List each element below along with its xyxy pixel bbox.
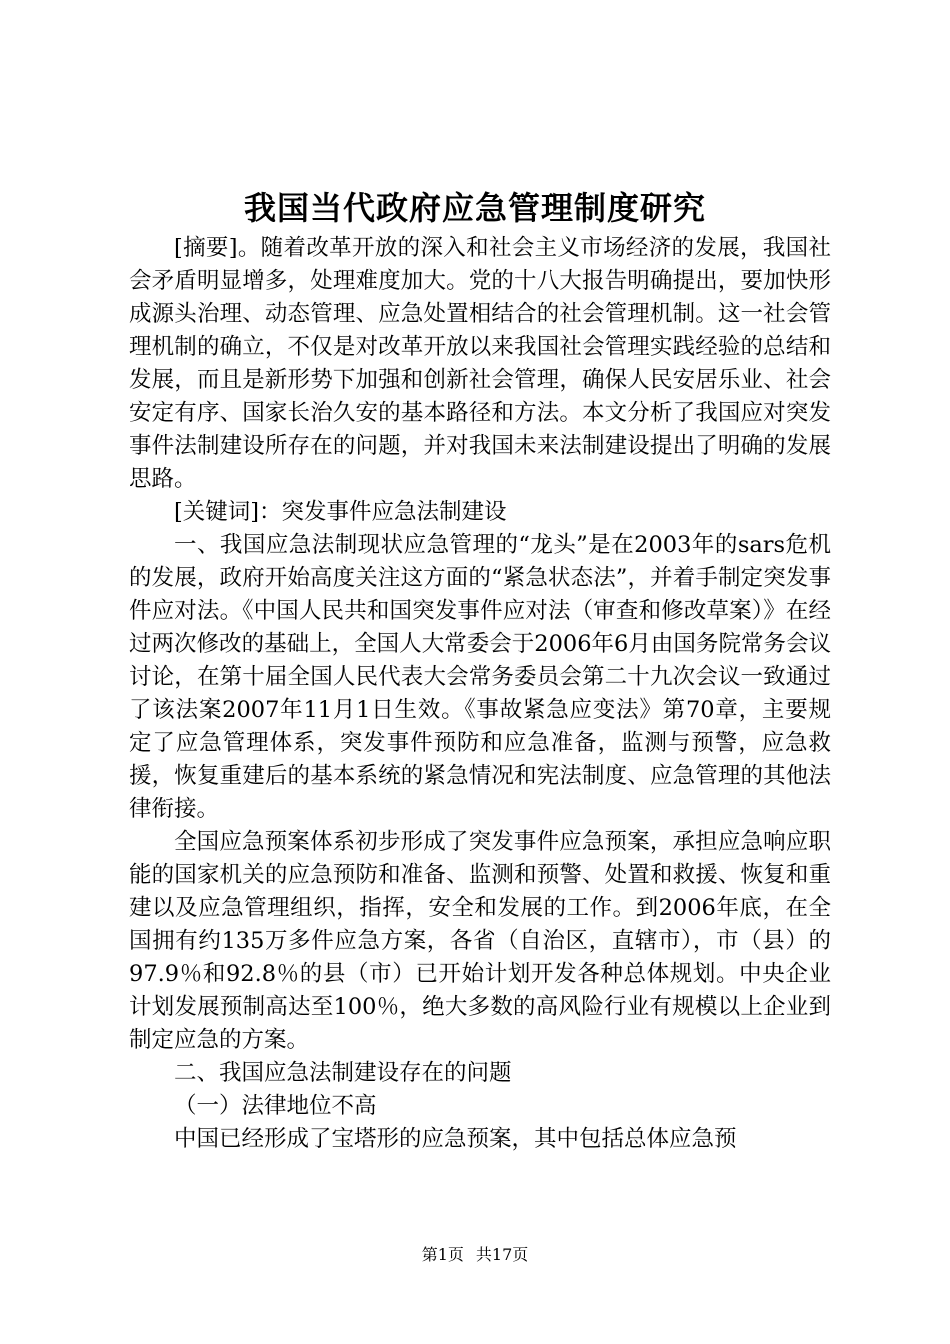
- document-title: 我国当代政府应急管理制度研究: [243, 189, 706, 227]
- page-number: 第1页: [421, 1245, 464, 1264]
- abstract-paragraph: [摘要]。随着改革开放的深入和社会主义市场经济的发展，我国社会矛盾明显增多，处理难度加大。党的十八大报告明确提出，要加快形成源头治理、动态管理、应急处置相结合的社会管理机制。这一社会管理机制的确立，不仅是对改革开放以来我国社会管理实践经验的总结和发展，而且是新形势下加强和创新社会管理，确保人民安居乐业、社会安定有序、国家长治久安的基本路径和方法。本文分析了我国应对突发事件法制建设所存在的问题，并对我国未来法制建设提出了明确的发展思路。: [129, 235, 831, 492]
- subsection-heading: （一）法律地位不高: [174, 1093, 377, 1119]
- page-footer: [0, 1243, 950, 1267]
- emergency-plan-paragraph: 全国应急预案体系初步形成了突发事件应急预案，承担应急响应职能的国家机关的应急预防和准备、监测和预警、处置和救援、恢复和重建以及应急管理组织，指挥，安全和发展的工作。到2006年底，在全国拥有约135万多件应急方案，各省（自治区，直辖市），市（县）的97.9％和92.8％的县（市）已开始计划开发各种总体规划。中央企业计划发展预制高达至100％，绝大多数的高风险行业有规模以上企业到制定应急的方案。: [129, 829, 831, 1053]
- section-two-heading: 二、我国应急法制建设存在的问题: [174, 1060, 512, 1086]
- section-one-paragraph: 一、我国应急法制现状应急管理的“龙头”是在2003年的sars危机的发展，政府开始高度关注这方面的“紧急状态法”，并着手制定突发事件应对法。《中国人民共和国突发事件应对法（审查和修改草案）》在经过两次修改的基础上，全国人大常委会于2006年6月由国务院常务会议讨论，在第十届全国人民代表大会常务委员会第二十九次会议一致通过了该法案2007年11月1日生效。《事故紧急应变法》第70章，主要规定了应急管理体系，突发事件预防和应急准备，监测与预警，应急救援，恢复重建后的基本系统的紧急情况和宪法制度、应急管理的其他法律衔接。: [129, 532, 831, 822]
- body-paragraph: 中国已经形成了宝塔形的应急预案，其中包括总体应急预: [174, 1126, 737, 1152]
- keywords-paragraph: [关键词]：突发事件应急法制建设: [174, 499, 507, 525]
- total-pages: 共17页: [475, 1245, 529, 1264]
- document-body: [129, 232, 831, 1156]
